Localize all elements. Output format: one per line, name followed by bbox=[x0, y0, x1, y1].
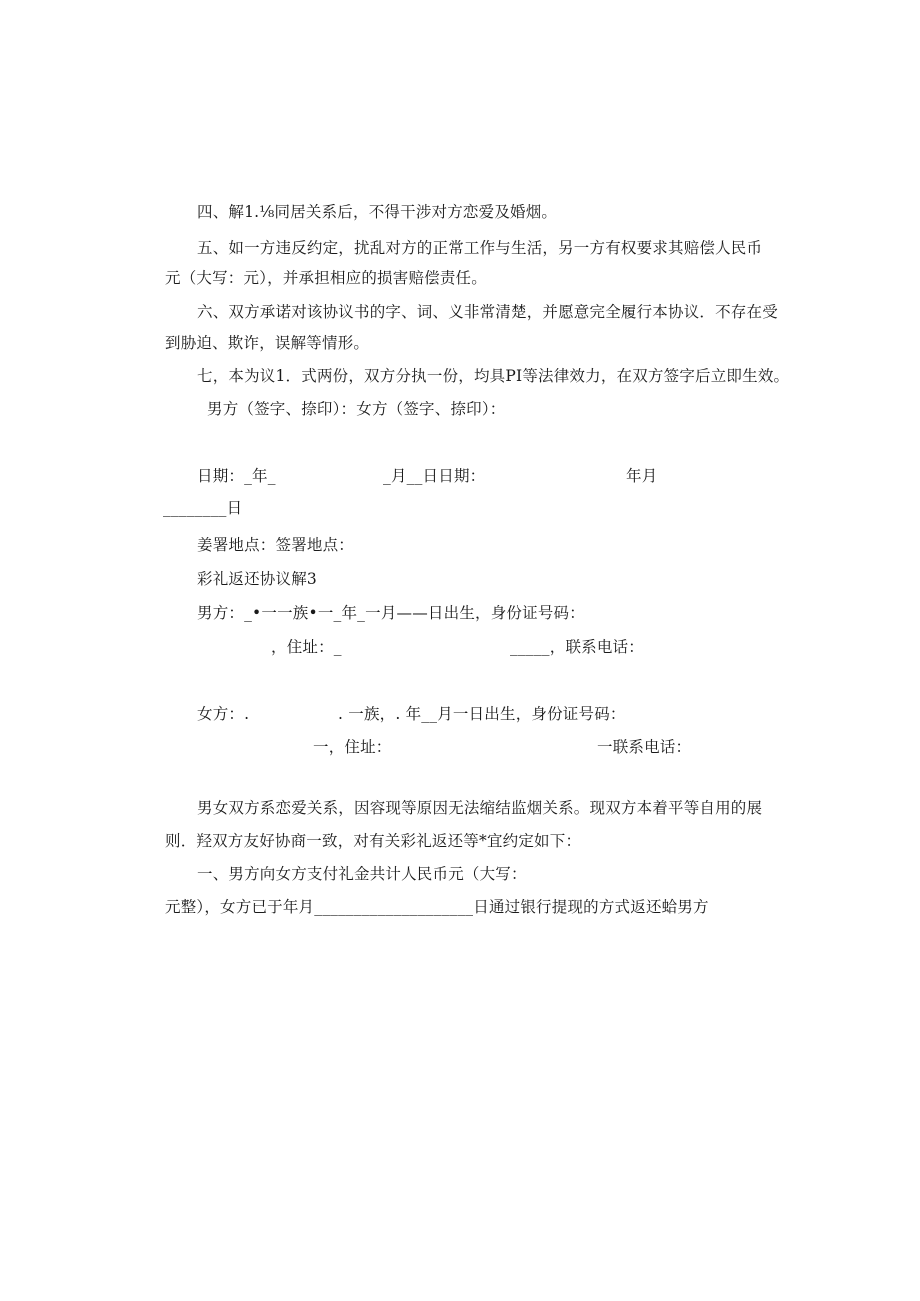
clause-6-line-2: 到胁迫、欺诈，误解等情形。 bbox=[165, 334, 370, 352]
female-party-phone: 一联系电话： bbox=[597, 738, 692, 756]
clause-6-line-1: 六、双方承诺对该协议书的字、词、义非常清楚，并愿意完全履行本协议．不存在受 bbox=[197, 303, 778, 321]
date-day: ________日 bbox=[163, 499, 243, 517]
female-party-label: 女方：. bbox=[197, 705, 250, 723]
clause-5-line-1: 五、如一方违反约定，扰乱对方的正常工作与生活，另一方有权要求其赔偿人民币 bbox=[197, 239, 763, 257]
preamble-line-1: 男女双方系恋爱关系，因容现等原因无法缩结监烟关系。现双方本着平等自用的展 bbox=[197, 799, 763, 817]
signing-location: 姜署地点：签署地点： bbox=[197, 536, 355, 554]
date-left: 日期：_年_ bbox=[197, 467, 276, 485]
clause-7: 七，本为议1．式两份，双方分执一份，均具PI等法律效力，在双方签字后立即生效。 bbox=[197, 367, 790, 385]
date-middle: _月__日日期： bbox=[383, 467, 486, 485]
clause-5-line-2: 元（大写：元），并承担相应的损害赔偿责任。 bbox=[165, 269, 487, 287]
date-right: 年月 bbox=[626, 467, 658, 485]
agreement-title: 彩礼返还协议解3 bbox=[197, 570, 317, 588]
male-party-line-1: 男方：_•一一族•一_年_一月——日出生，身份证号码： bbox=[197, 604, 585, 622]
clause-4: 四、解1.⅛同居关系后，不得干涉对方恋爱及婚烟。 bbox=[197, 203, 558, 221]
female-party-birth: . 一族，. 年__月一日出生，身份证号码： bbox=[338, 705, 626, 723]
female-party-address: 一，住址： bbox=[313, 738, 392, 756]
male-party-address: ，住址：_ bbox=[271, 638, 342, 656]
preamble-line-2: 则．羟双方友好协商一致，对有关彩礼返还等*宜约定如下： bbox=[165, 832, 582, 850]
signature-line: 男方（签字、捺印）：女方（签字、捺印）： bbox=[207, 400, 506, 418]
male-party-phone: _____，联系电话： bbox=[510, 638, 644, 656]
clause-1-line-1: 一、男方向女方支付礼金共计人民币元（大写： bbox=[197, 865, 527, 883]
clause-1-line-2: 元整），女方已于年月____________________日通过银行提现的方式返还蛤男方 bbox=[165, 898, 709, 916]
